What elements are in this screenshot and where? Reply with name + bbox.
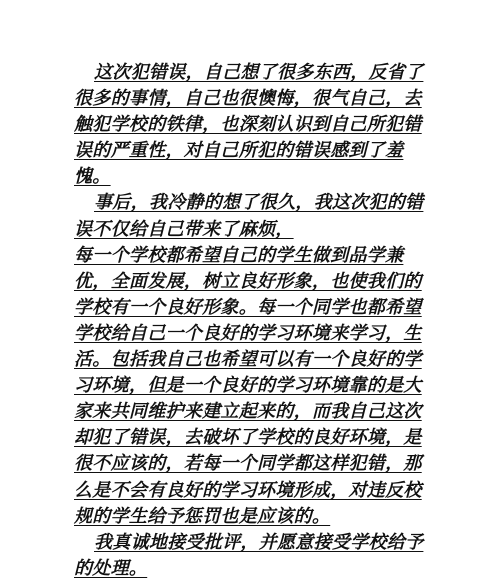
letter-body bbox=[74, 60, 434, 582]
text-line: 却犯了错误，去破坏了学校的良好环境，是 bbox=[74, 427, 422, 449]
text-line: 学校给自己一个良好的学习环境来学习，生 bbox=[74, 322, 422, 344]
text-line: 的处理。 bbox=[74, 557, 148, 579]
text-line: 我真诚地接受批评，并愿意接受学校给予 bbox=[94, 531, 424, 553]
text-line: 学校有一个良好形象。每一个同学也都希望 bbox=[74, 296, 422, 318]
text-line: 误的严重性，对自己所犯的错误感到了羞 bbox=[74, 140, 404, 162]
text-line: 愧。 bbox=[74, 166, 111, 188]
text-line: 优，全面发展，树立良好形象，也使我们的 bbox=[74, 270, 422, 292]
text-line: 很不应该的，若每一个同学都这样犯错，那 bbox=[74, 453, 422, 475]
text-line: 规的学生给予惩罚也是应该的。 bbox=[74, 505, 331, 527]
text-line: 事后，我冷静的想了很久，我这次犯的错 bbox=[94, 192, 424, 214]
text-line: 习环境，但是一个良好的学习环境靠的是大 bbox=[74, 375, 422, 397]
text-line: 每一个学校都希望自己的学生做到品学兼 bbox=[74, 244, 404, 266]
text-line: 误不仅给自己带来了麻烦， bbox=[74, 218, 294, 240]
text-line: 很多的事情，自己也很懊悔，很气自己，去 bbox=[74, 88, 422, 110]
text-line: 么是不会有良好的学习环境形成，对违反校 bbox=[74, 479, 422, 501]
text-line: 家来共同维护来建立起来的，而我自己这次 bbox=[74, 401, 422, 423]
text-line: 活。包括我自己也希望可以有一个良好的学 bbox=[74, 349, 422, 371]
text-line: 触犯学校的铁律，也深刻认识到自己所犯错 bbox=[74, 114, 422, 136]
text-line: 这次犯错误，自己想了很多东西，反省了 bbox=[94, 62, 424, 83]
